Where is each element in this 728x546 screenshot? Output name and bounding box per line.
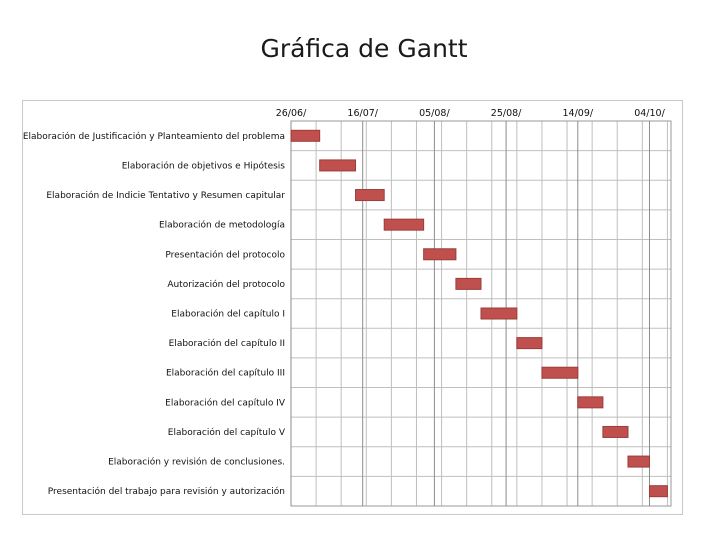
task-label: Elaboración de Justificación y Planteamiento del problema: [23, 131, 285, 142]
task-label: Elaboración de metodología: [158, 220, 285, 231]
task-label: Elaboración del capítulo IV: [165, 398, 285, 409]
task-bar: [291, 130, 320, 141]
task-bar: [628, 456, 650, 467]
task-label: Elaboración de objetivos e Hipótesis: [121, 161, 285, 172]
task-bar: [481, 308, 517, 319]
gantt-chart-frame: [22, 100, 683, 515]
task-label: Elaboración del capítulo II: [168, 339, 285, 350]
task-bar: [320, 160, 356, 171]
gantt-chart: [23, 101, 684, 516]
task-label: Autorización del protocolo: [167, 279, 285, 290]
task-bar: [384, 219, 423, 230]
task-label: Elaboración y revisión de conclusiones.: [108, 457, 285, 468]
task-bar: [603, 426, 628, 437]
task-label: Elaboración del capítulo V: [167, 427, 285, 438]
slide-title: Gráfica de Gantt: [260, 34, 468, 63]
task-bar: [649, 486, 667, 497]
x-tick-label: 25/08/: [490, 108, 522, 119]
task-bar: [517, 338, 542, 349]
task-label: Elaboración del capítulo I: [171, 309, 285, 320]
x-tick-label: 04/10/: [634, 108, 665, 119]
x-tick-label: 26/06/: [275, 108, 307, 119]
task-bar: [424, 249, 456, 260]
x-tick-label: 16/07/: [347, 108, 378, 119]
task-bar: [456, 278, 481, 289]
task-label: Elaboración del capítulo III: [165, 368, 285, 379]
task-bar: [542, 367, 578, 378]
x-tick-label: 05/08/: [419, 108, 450, 119]
task-bar: [578, 397, 603, 408]
task-bar: [356, 190, 385, 201]
task-label: Presentación del protocolo: [165, 250, 285, 261]
task-label: Elaboración de Indicie Tentativo y Resumen capitular: [46, 191, 285, 202]
task-label: Presentación del trabajo para revisión y autorización: [47, 487, 285, 498]
x-tick-label: 14/09/: [562, 108, 594, 119]
